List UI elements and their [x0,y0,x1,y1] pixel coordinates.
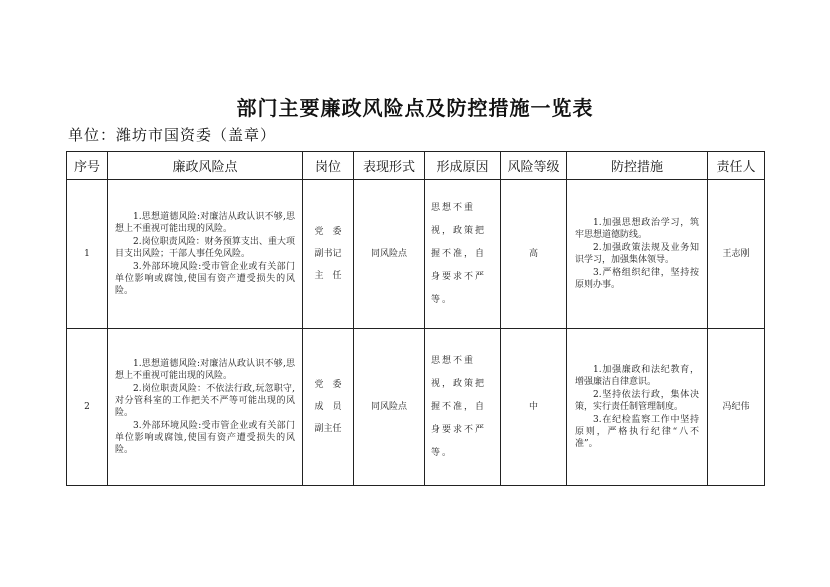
row-number: 2 [67,329,108,486]
risk-table [66,151,765,486]
form-cell: 同风险点 [354,180,425,329]
post-cell [303,329,354,486]
measure-item: 2.坚持依法行政，集体决策，实行责任制管理制度。 [575,389,699,412]
post-line: 副主任 [314,424,342,434]
risk-item: 1.思想道德风险:对廉洁从政认识不够,思想上不重视可能出现的风险。 [115,211,295,234]
risk-item: 1.思想道德风险:对廉洁从政认识不够,思想上不重视可能出现的风险。 [115,358,295,381]
post-line: 副书记 [314,249,342,259]
risk-points-cell [108,180,303,329]
post-line: 成 员 [314,402,342,412]
person-cell: 冯纪伟 [708,329,765,486]
risk-level-cell: 中 [501,329,567,486]
header-person: 责任人 [708,152,765,180]
cause-cell: 思想不重视，政策把握不准，自身要求不严等。 [425,180,501,329]
unit-line: 单位：潍坊市国资委（盖章） [68,126,277,144]
measure-item: 2.加强政策法规及业务知识学习，加强集体领导。 [575,242,699,265]
header-measures: 防控措施 [567,152,708,180]
measure-item: 3.严格组织纪律，坚持按原则办事。 [575,267,699,290]
post-cell [303,180,354,329]
table-header-row [67,152,765,180]
measure-item: 1.加强思想政治学习，筑牢思想道德防线。 [575,217,699,240]
header-cause: 形成原因 [425,152,501,180]
measure-item: 1.加强廉政和法纪教育，增强廉洁自律意识。 [575,364,699,387]
post-line: 党 委 [314,380,342,390]
risk-level-cell: 高 [501,180,567,329]
document-title: 部门主要廉政风险点及防控措施一览表 [236,96,594,120]
measures-cell [567,329,708,486]
risk-points-cell [108,329,303,486]
header-form: 表现形式 [354,152,425,180]
form-cell: 同风险点 [354,329,425,486]
header-post: 岗位 [303,152,354,180]
table-row [67,180,765,329]
risk-item: 3.外部环境风险:受市管企业或有关部门单位影响或腐蚀,使国有资产遭受损失的风险。 [115,420,295,455]
row-number: 1 [67,180,108,329]
measure-item: 3.在纪检监察工作中坚持原则，严格执行纪律“八不准”。 [575,414,699,449]
table-row [67,329,765,486]
measures-cell [567,180,708,329]
header-level: 风险等级 [501,152,567,180]
post-line: 党 委 [314,227,342,237]
post-line: 主 任 [314,271,342,281]
risk-item: 3.外部环境风险:受市管企业或有关部门单位影响或腐蚀,使国有资产遭受损失的风险。 [115,261,295,296]
header-risk-points: 廉政风险点 [108,152,303,180]
person-cell: 王志刚 [708,180,765,329]
header-no: 序号 [67,152,108,180]
risk-item: 2.岗位职责风险：不依法行政,玩忽职守,对分管科室的工作把关不严等可能出现的风险。 [115,383,295,418]
risk-item: 2.岗位职责风险：财务预算支出、重大项目支出风险；干部人事任免风险。 [115,236,295,259]
cause-cell: 思想不重视，政策把握不准，自身要求不严等。 [425,329,501,486]
